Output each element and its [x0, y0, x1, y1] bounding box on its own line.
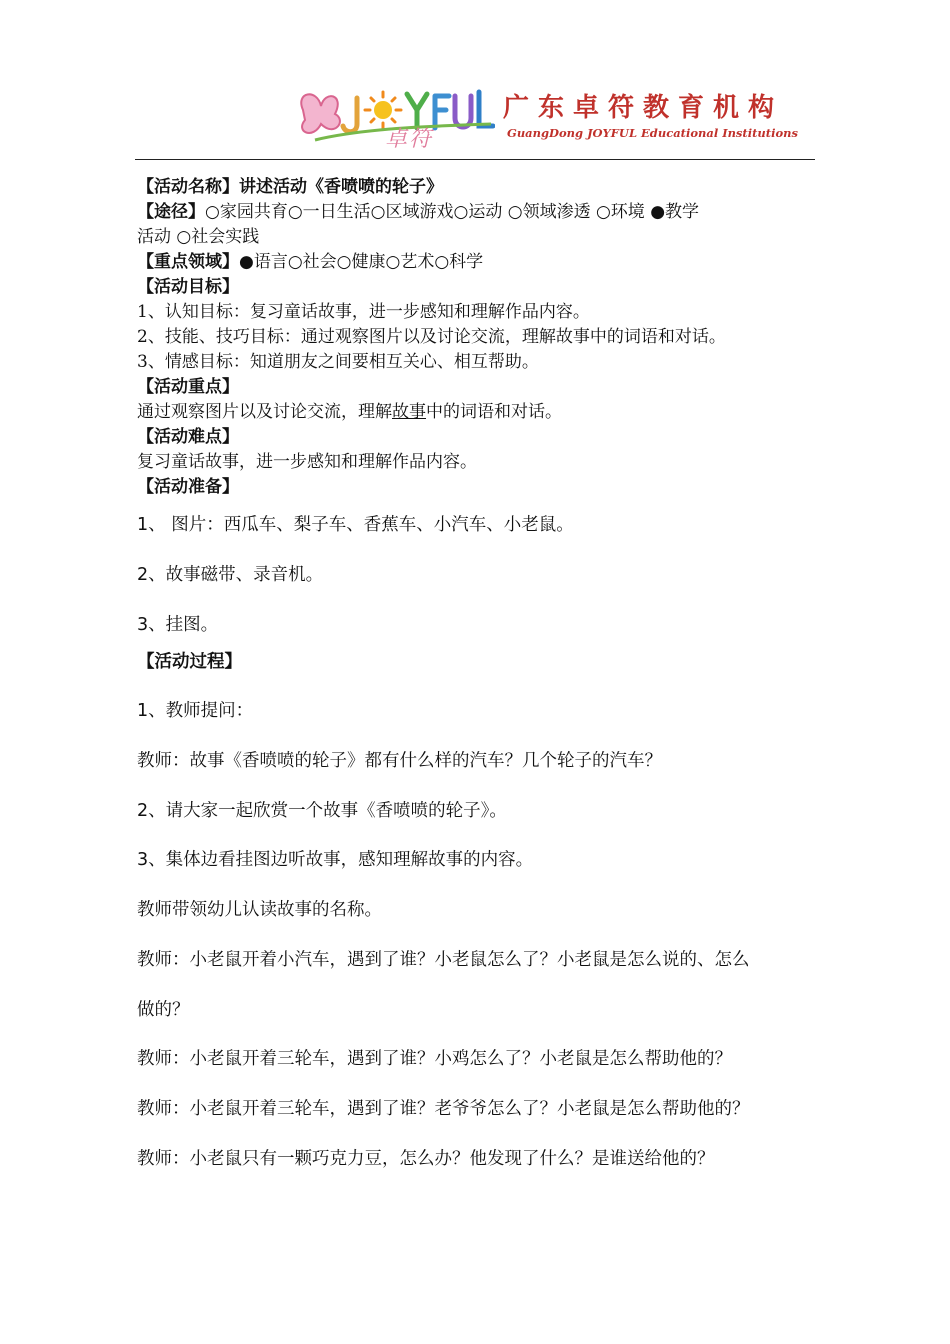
- header-divider: [135, 159, 815, 160]
- path-line-continued: 活动 ○社会实践: [137, 227, 260, 247]
- key-point-text: [137, 400, 817, 425]
- process-line: 3、集体边看挂图边听故事，感知理解故事的内容。: [137, 850, 534, 870]
- process-heading: 【活动过程】: [137, 652, 242, 672]
- difficulty-heading: 【活动难点】: [137, 427, 239, 447]
- key-point-heading: 【活动重点】: [137, 377, 239, 397]
- path-label: 【途径】: [137, 202, 205, 222]
- page-header: [135, 60, 815, 160]
- process-line: 教师：小老鼠开着三轮车，遇到了谁？老爷爷怎么了？小老鼠是怎么帮助他的？: [137, 1099, 750, 1119]
- key-point-underlined-word: 故事: [392, 402, 426, 422]
- process-line: 教师带领幼儿认读故事的名称。: [137, 900, 382, 920]
- preparation-heading: 【活动准备】: [137, 477, 239, 497]
- goal-item: 1、认知目标：复习童话故事，进一步感知和理解作品内容。: [137, 302, 590, 322]
- preparation-item: 1、 图片：西瓜车、梨子车、香蕉车、小汽车、小老鼠。: [137, 515, 574, 535]
- process-line: 做的？: [137, 1000, 190, 1020]
- lesson-plan-header-section: [137, 175, 817, 500]
- process-line: 1、教师提问：: [137, 701, 254, 721]
- activity-name-value: 讲述活动《香喷喷的轮子》: [239, 177, 443, 197]
- domain-label: 【重点领域】: [137, 252, 239, 272]
- goals-heading: 【活动目标】: [137, 277, 239, 297]
- activity-name-line: [137, 175, 817, 200]
- activity-name-label: 【活动名称】: [137, 177, 239, 197]
- logo-script-text: 卓符: [385, 127, 434, 152]
- preparation-item: 3、挂图。: [137, 615, 219, 635]
- domain-line: [137, 250, 817, 275]
- key-point-text-start: 通过观察图片以及讨论交流，理解: [137, 402, 392, 422]
- path-line: [137, 200, 817, 225]
- goal-item: 2、技能、技巧目标：通过观察图片以及讨论交流，理解故事中的词语和对话。: [137, 327, 726, 347]
- preparation-item: 2、故事磁带、录音机。: [137, 565, 324, 585]
- org-name-english: GuangDong JOYFUL Educational Institutions: [507, 126, 798, 140]
- process-line: 2、请大家一起欣赏一个故事《香喷喷的轮子》。: [137, 801, 507, 821]
- key-point-text-end: 中的词语和对话。: [426, 402, 562, 422]
- process-line: 教师：小老鼠开着小汽车，遇到了谁？小老鼠怎么了？小老鼠是怎么说的、怎么: [137, 950, 750, 970]
- process-line: 教师：故事《香喷喷的轮子》都有什么样的汽车？几个轮子的汽车？: [137, 751, 662, 771]
- path-options: ○家园共育○一日生活○区域游戏○运动 ○领域渗透 ○环境 ●教学: [205, 202, 700, 222]
- domain-options: ●语言○社会○健康○艺术○科学: [239, 252, 484, 272]
- goal-item: 3、情感目标：知道朋友之间要相互关心、相互帮助。: [137, 352, 539, 372]
- org-name-chinese: 广东卓符教育机构: [503, 93, 784, 123]
- difficulty-text: 复习童话故事，进一步感知和理解作品内容。: [137, 452, 477, 472]
- process-line: 教师：小老鼠只有一颗巧克力豆，怎么办？他发现了什么？是谁送给他的？: [137, 1149, 715, 1169]
- process-line: 教师：小老鼠开着三轮车，遇到了谁？小鸡怎么了？小老鼠是怎么帮助他的？: [137, 1049, 732, 1069]
